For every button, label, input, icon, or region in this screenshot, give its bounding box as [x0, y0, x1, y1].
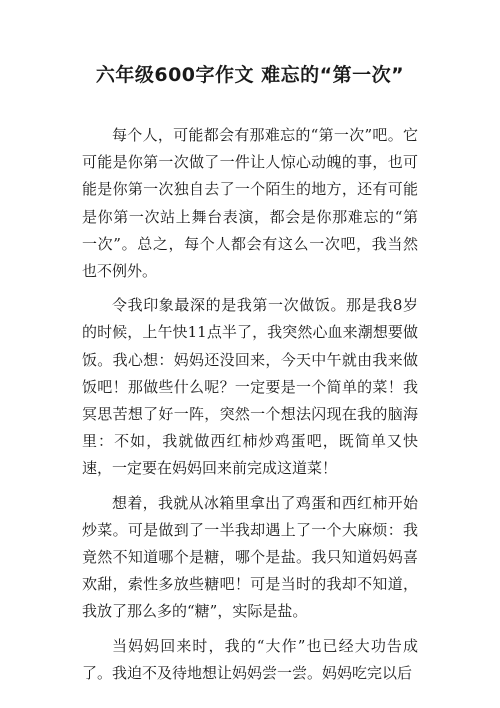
document-title: 六年级600字作文 难忘的“第一次”	[95, 64, 405, 86]
paragraph-2: 令我印象最深的是我第一次做饭。那是我8岁的时候，上午快11点半了，我突然心血来潮想要做饭。我心想：妈妈还没回来，今天中午就由我来做饭吧！那做些什么呢？一定要是一个简单的菜！我冥思苦想了好一阵，突然一个想法闪现在我的脑海里：不如，我就做西红柿炒鸡蛋吧，既简单又快速，一定要在妈妈回来前完成这道菜！	[82, 296, 418, 478]
paragraph-1: 每个人，可能都会有那难忘的“第一次”吧。它可能是你第一次做了一件让人惊心动魄的事，也可能是你第一次独自去了一个陌生的地方，还有可能是你第一次站上舞台表演，都会是你那难忘的“第一次”。总之，每个人都会有这么一次吧，我当然也不例外。	[82, 126, 418, 281]
document-body	[82, 122, 418, 694]
paragraph-4: 当妈妈回来时，我的“大作”也已经大功告成了。我迫不及待地想让妈妈尝一尝。妈妈吃完以后	[82, 636, 418, 682]
paragraph-3: 想着，我就从冰箱里拿出了鸡蛋和西红柿开始炒菜。可是做到了一半我却遇上了一个大麻烦：我竟然不知道哪个是糖，哪个是盐。我只知道妈妈喜欢甜，索性多放些糖吧！可是当时的我却不知道，我放了那么多的“糖”，实际是盐。	[82, 493, 418, 621]
